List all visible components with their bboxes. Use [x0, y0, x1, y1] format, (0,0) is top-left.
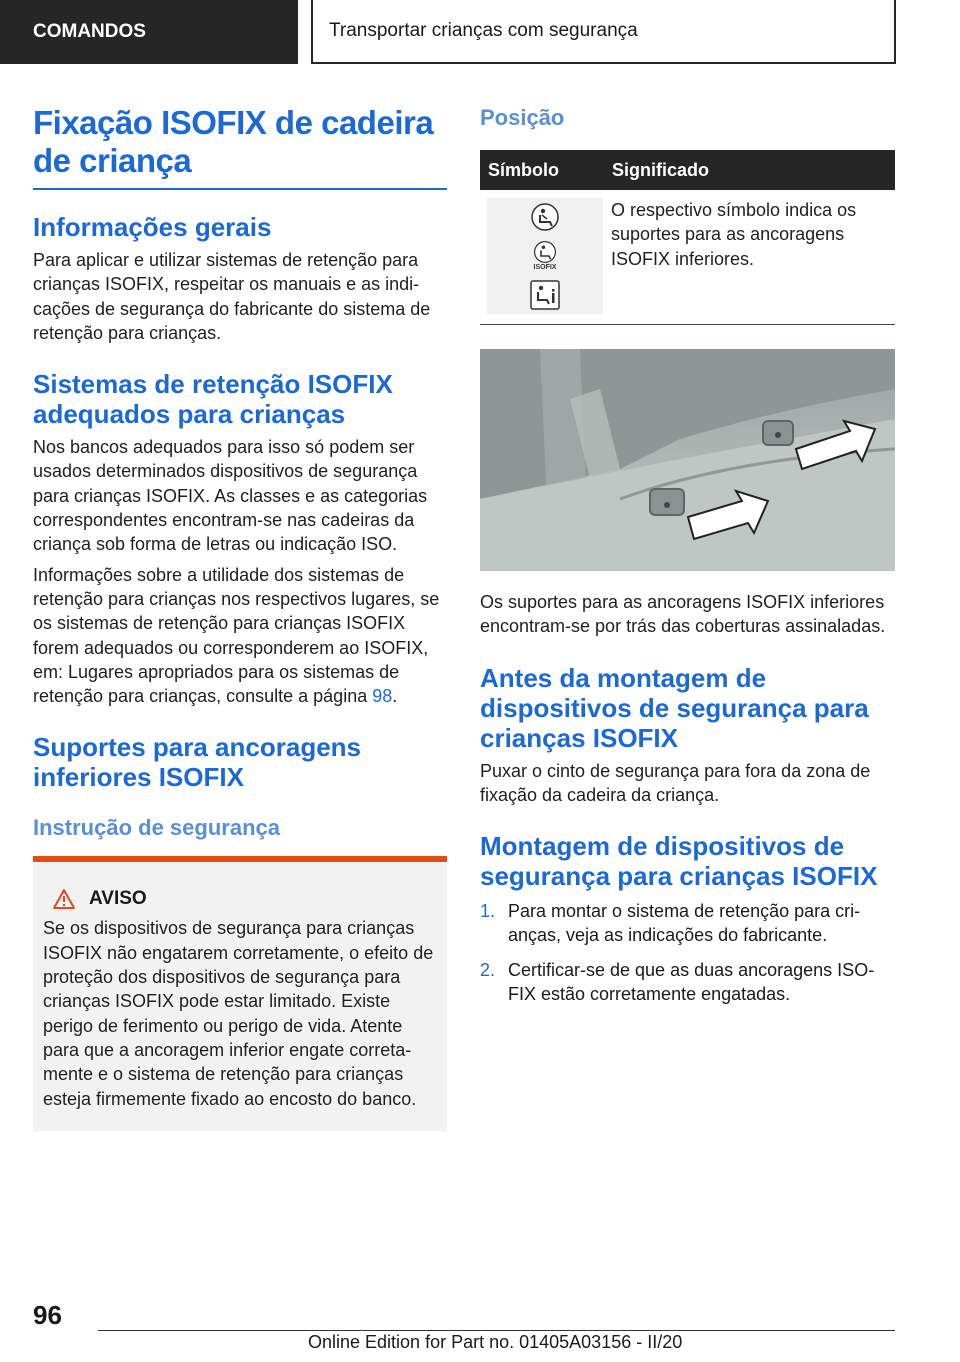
step-number: 1.	[480, 901, 496, 922]
warning-triangle-icon	[53, 889, 75, 909]
isofix-seat-icon	[533, 240, 557, 264]
list-item	[480, 899, 895, 948]
general-info-heading: Informações gerais	[33, 212, 272, 242]
warning-title: AVISO	[89, 888, 147, 910]
step-text: Certificar-se de que as duas ancoragens ISOFIX estão corretamente engatadas.	[508, 959, 875, 1005]
edition-note: Online Edition for Part no. 01405A03156 - II/20	[308, 1332, 683, 1352]
suitability-info-body: Informações sobre a utilidade dos sistemas de retenção para crianças nos respectivos lugares, se os sistemas de retenção para crianças ISOFIX forem adequados ou corresponderem ao ISOFIX, em: Lugares apropriados para os sistemas de retenção para crianças, consulte a página	[33, 564, 440, 707]
suitable-systems-heading: Sistemas de retenção ISOFIX adequados para crianças	[33, 369, 393, 430]
footer-rule	[98, 1330, 895, 1331]
suitability-info-text	[33, 563, 447, 709]
symbol-meaning-text: O respectivo símbolo indica os suportes para as ancoragens ISOFIX inferiores.	[611, 200, 857, 269]
step-text: Para montar o sistema de retenção para crianças, veja as indicações do fabricante.	[508, 901, 861, 946]
safety-instruction-heading: Instrução de segurança	[33, 815, 280, 841]
lower-anchors-heading: Suportes para ancoragens inferiores ISOFIX	[33, 732, 361, 793]
isofix-anchors-photo	[480, 349, 895, 571]
mounting-steps	[480, 899, 895, 1006]
before-mounting-text: Puxar o cinto de segurança para fora da zona de fixação da cadeira da criança.	[480, 760, 871, 805]
section-tab[interactable]: COMANDOS	[0, 0, 298, 64]
symbol-cell	[487, 198, 603, 314]
column-header-meaning: Significado	[612, 159, 710, 180]
warning-header	[43, 888, 437, 910]
page-title: Fixação ISOFIX de cadeira de criança	[33, 104, 434, 179]
page-reference-link[interactable]: 98	[372, 686, 393, 707]
column-header-symbol: Símbolo	[488, 159, 559, 180]
table-row	[480, 190, 895, 325]
position-heading: Posição	[480, 105, 565, 130]
isofix-symbol	[533, 240, 557, 271]
symbol-table	[480, 150, 895, 325]
suitable-systems-text: Nos bancos adequados para isso só podem ser usados determinados dispositivos de segurança para crianças ISOFIX. As classes e as categorias correspondentes encontram-se nas cadeiras da criança sob forma de letras ou indicação ISO.	[33, 437, 428, 555]
child-seat-info-icon	[530, 280, 560, 310]
page-number: 96	[33, 1300, 62, 1330]
right-column	[480, 100, 895, 1016]
general-info-text: Para aplicar e utilizar sistemas de retenção para crianças ISOFIX, respeitar os manuais e as indicações de segurança do fabricante do sistema de retenção para crianças.	[33, 250, 431, 343]
warning-text: Se os dispositivos de segurança para crianças ISOFIX não engatarem corretamente, o efeito de proteção dos dispositivos de segurança para crianças ISOFIX pode estar limitado. Existe perigo de ferimento ou perigo de vida. Atente para que a ancoragem inferior engate corretamente e o sistema de retenção para crianças esteja firmemente fixado ao encosto do banco.	[43, 918, 434, 1109]
chapter-title[interactable]: Transportar crianças com segurança	[311, 0, 896, 64]
mounting-heading: Montagem de dispositivos de segurança para crianças ISOFIX	[480, 831, 878, 892]
child-seat-icon	[530, 202, 560, 232]
period: .	[392, 686, 398, 707]
page-header	[0, 0, 960, 66]
photo-caption: Os suportes para as ancoragens ISOFIX inferiores encontram-se por trás das coberturas assinaladas.	[480, 592, 886, 637]
step-number: 2.	[480, 959, 496, 980]
warning-box	[33, 856, 447, 1130]
isofix-symbol-label: ISOFIX	[533, 264, 557, 272]
title-rule	[33, 188, 447, 190]
table-header	[480, 150, 895, 190]
left-column	[33, 100, 447, 1131]
list-item	[480, 958, 895, 1007]
before-mounting-heading: Antes da montagem de dispositivos de segurança para crianças ISOFIX	[480, 662, 869, 753]
